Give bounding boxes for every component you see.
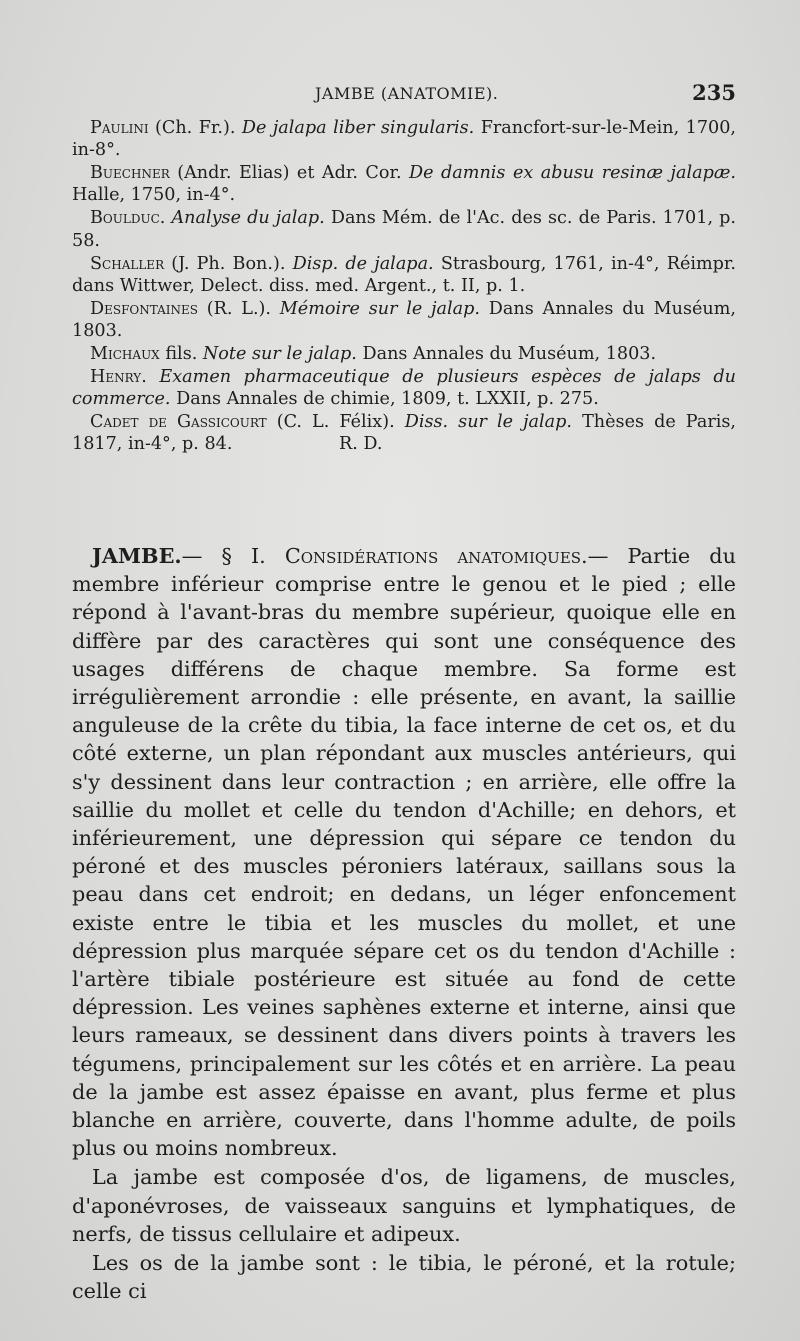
bib-details: (Andr. Elias) et Adr. Cor. <box>169 163 410 184</box>
bib-entry-last <box>72 411 736 456</box>
bib-publication: Strasbourg, 1761, in-4°, Réimpr. dans Wittwer, Delect. diss. med. Argent., t. II, p. 1. <box>72 253 736 296</box>
bib-entry <box>72 343 736 365</box>
bib-entry <box>72 162 736 207</box>
bib-entry <box>72 207 736 252</box>
paragraph-text: — Partie du membre inférieur comprise entre le genou et le pied ; elle répond à l'avant-bras du membre supérieur, quoique elle en diffère par des caractères qui sont une conséquence des usages différens de chaque membre. Sa forme est irrégulièrement arrondie : elle présente, en avant, la saillie anguleuse de la crête du tibia, la face interne de cet os, et du côté externe, un plan répondant aux muscles antérieurs, qui s'y dessinent dans leur contraction ; en arrière, elle offre la saillie du mollet et celle du tendon d'Achille; en dehors, et inférieurement, une dépression qui sépare ce tendon du péroné et des muscles péroniers latéraux, saillans sous la peau dans cet endroit; en dedans, un léger enfoncement existe entre le tibia et les muscles du mollet, et une dépression plus marquée sépare cet os du tendon d'Achille : l'artère tibiale postérieure est située au fond de cette dépression. Les veines saphènes externe et interne, ainsi que leurs rameaux, se dessinent dans divers points à travers les tégumens, principalement sur les côtés et en arrière. La peau de la jambe est assez épaisse en avant, plus ferme et plus blanche en arrière, couverte, dans l'homme adulte, de poils plus ou moins nombreux. <box>72 544 736 1161</box>
bib-details: (R. L.). <box>198 298 280 319</box>
bib-author: Michaux <box>90 343 160 364</box>
section-title: — § I. Considérations anatomiques. <box>181 544 588 568</box>
bib-author: Desfontaines <box>90 298 198 319</box>
author-signature: R. D. <box>338 434 383 455</box>
bib-publication: Dans Mém. de l'Ac. des sc. de Paris. 1701, p. 58. <box>72 208 736 251</box>
bib-publication: Dans Annales du Muséum, 1803. <box>72 298 736 342</box>
bib-details <box>147 367 160 387</box>
bib-title: Examen pharmaceutique de plusieurs espèces de jalaps du commerce. <box>72 366 737 410</box>
bib-details: fils. <box>159 343 203 364</box>
article-paragraph: Les os de la jambe sont : le tibia, le péroné, et la rotule; celle ci <box>72 1251 736 1304</box>
article-body <box>72 542 736 1306</box>
bib-author: Henry. <box>90 366 147 387</box>
bib-details: (Ch. Fr.). <box>148 118 242 138</box>
bib-publication: Francfort-sur-le-Mein, 1700, in-8°. <box>72 118 736 161</box>
bib-details: (C. L. Félix). <box>266 412 405 433</box>
headword: JAMBE. <box>92 543 182 568</box>
bib-author: Cadet de Gassicourt <box>90 412 267 433</box>
bib-publication: Thèses de Paris, 1817, in-4°, p. 84. <box>72 412 736 455</box>
page-header <box>70 80 736 110</box>
bib-author: Paulini <box>90 118 149 138</box>
page-number: 235 <box>692 80 736 105</box>
bib-title: Note sur le jalap. <box>202 343 357 364</box>
bib-title: Disp. de jalapa. <box>292 253 434 274</box>
running-title: JAMBE (ANATOMIE). <box>315 84 499 103</box>
bib-publication: Halle, 1750, in-4°. <box>72 185 236 206</box>
bib-title: De damnis ex abusu resinæ jalapæ. <box>409 163 736 184</box>
article-paragraph: La jambe est composée d'os, de ligamens, de muscles, d'aponévroses, de vaisseaux sanguins et lymphatiques, de nerfs, de tissus cellulaire et adipeux. <box>72 1165 736 1246</box>
bib-author: Schaller <box>90 253 165 274</box>
bib-publication: Dans Annales du Muséum, 1803. <box>356 343 657 364</box>
bib-title: Diss. sur le jalap. <box>404 412 573 433</box>
bib-title: De jalapa liber singularis. <box>241 118 475 138</box>
bib-author: Boulduc. <box>90 208 166 229</box>
bib-entry <box>72 298 736 343</box>
article-paragraph <box>72 542 736 1162</box>
bibliography-section <box>72 117 736 456</box>
bib-title: Analyse du jalap. <box>171 208 325 229</box>
bib-entry <box>72 366 736 411</box>
bib-entry <box>72 117 736 162</box>
bib-details: (J. Ph. Bon.). <box>164 253 293 274</box>
bib-title: Mémoire sur le jalap. <box>279 298 480 319</box>
bib-author: Buechner <box>90 163 170 184</box>
bib-publication: Dans Annales de chimie, 1809, t. LXXII, p. 275. <box>170 389 599 410</box>
bib-entry <box>72 253 736 298</box>
